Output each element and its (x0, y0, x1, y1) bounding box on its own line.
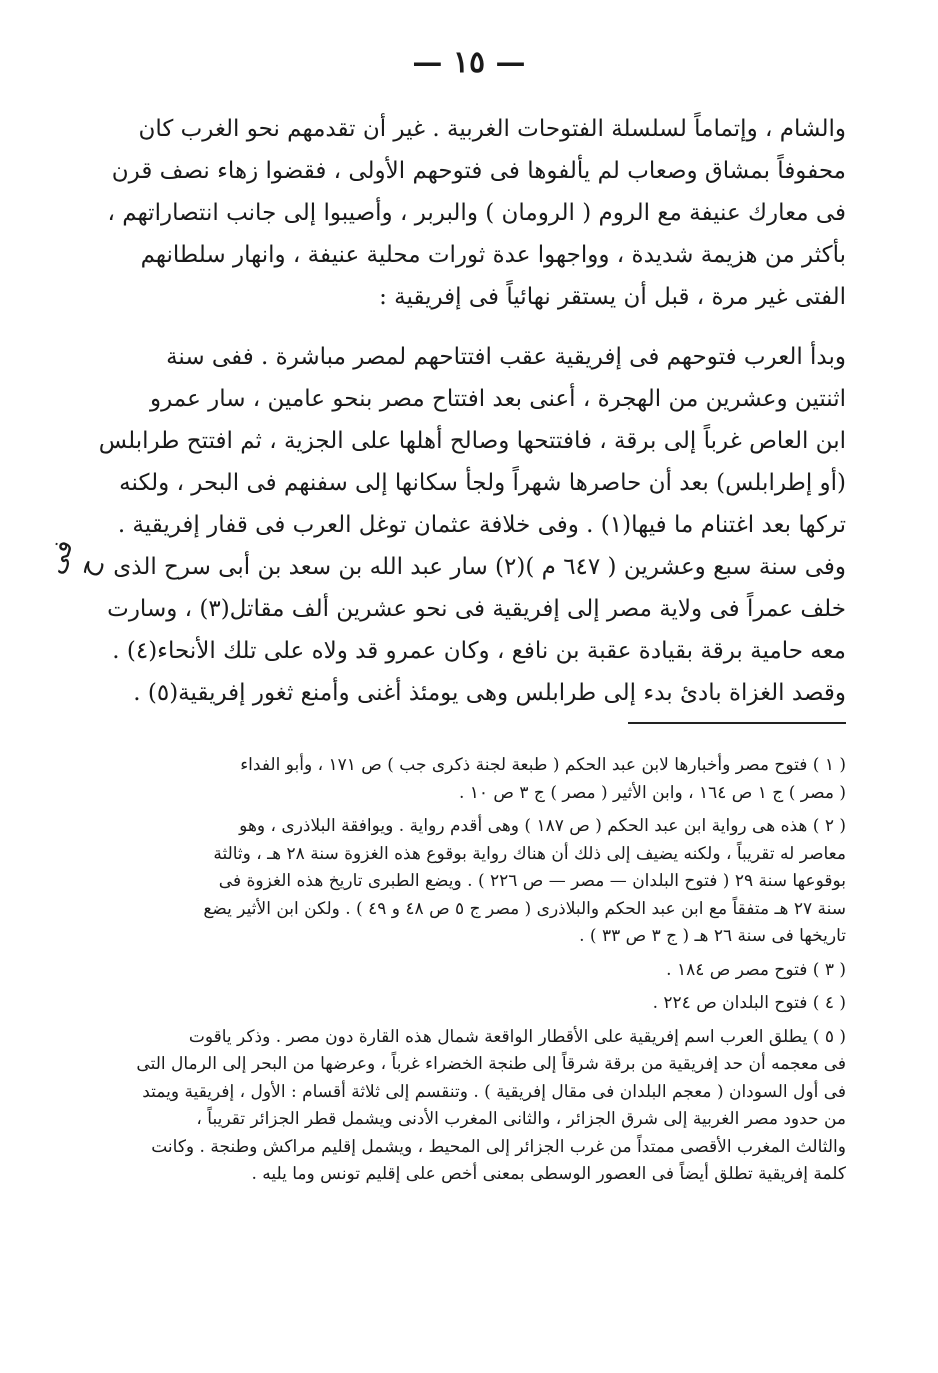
text-line: خلف عمراً فى ولاية مصر إلى إفريقية فى نحو عشرين ألف مقاتل(٣) ، وسارت (107, 596, 846, 622)
text-line: معه حامية برقة بقيادة عقبة بن نافع ، وكان عمرو قد ولاه على تلك الأنحاء(٤) . (112, 638, 846, 664)
handwritten-margin-note: فى ح (39, 535, 106, 581)
text-line: وبدأ العرب فتوحهم فى إفريقية عقب افتتاحهم لمصر مباشرة . ففى سنة (166, 344, 846, 370)
footnote-line: ( ٣ ) فتوح مصر ص ١٨٤ . (666, 959, 846, 980)
text-line: (أو إطرابلس) بعد أن حاصرها شهراً ولجأ سكانها إلى سفنهم فى البحر ، ولكنه (119, 470, 846, 496)
body-text (98, 108, 846, 714)
text-line: ابن العاص غرباً إلى برقة ، فافتتحها وصالح أهلها على الجزية ، ثم افتتح طرابلس (98, 428, 846, 454)
text-line: الفتى غير مرة ، قبل أن يستقر نهائياً فى إفريقية : (379, 284, 846, 310)
text-line: تركها بعد اغتنام ما فيها(١) . وفى خلافة عثمان توغل العرب فى قفار إفريقية . (117, 512, 846, 538)
footnote-line: فى أول السودان ( معجم البلدان فى مقال إفريقية ) . وتنقسم إلى ثلاثة أقسام : الأول ، إفريقية ويمتد (142, 1081, 846, 1102)
text-line: اثنتين وعشرين من الهجرة ، أعنى بعد افتتاح مصر بنحو عامين ، سار عمرو (149, 386, 846, 412)
text-line: وقصد الغزاة بادئ بدء إلى طرابلس وهى يومئذ أغنى وأمنع ثغور إفريقية(٥) . (133, 680, 846, 706)
footnote-line: والثالث المغرب الأقصى ممتداً من غرب الجزائر إلى المحيط ، ويشمل إقليم مراكش وطنجة . وكانت (151, 1136, 846, 1157)
footnote-line: ( ٥ ) يطلق العرب اسم إفريقية على الأقطار الواقعة شمال هذه القارة دون مصر . وذكر ياقوت (188, 1026, 846, 1047)
footnote-line: ( ١ ) فتوح مصر وأخبارها لابن عبد الحكم ( طبعة لجنة ذكرى جب ) ص ١٧١ ، وأبو الفداء (240, 755, 846, 775)
footnote-line: فى معجمه أن حد إفريقية من برقة شرقاً إلى طنجة الخضراء غرباً ، وعرضها من البحر إلى الرمال التى (136, 1054, 846, 1074)
footnote-line: كلمة إفريقية تطلق أيضاً فى العصور الوسطى بمعنى أخص على إقليم تونس وما يليه . (251, 1164, 846, 1184)
text-line: فى معارك عنيفة مع الروم ( الرومان ) والبربر ، وأصيبوا إلى جانب انتصاراتهم ، (107, 200, 846, 226)
footnote-divider (628, 722, 846, 724)
text-line: محفوفاً بمشاق وصعاب لم يألفوها فى فتوحهم الأولى ، فقضوا زهاء نصف قرن (111, 158, 846, 184)
footnote-line: بوقوعها سنة ٢٩ ( فتوح البلدان — مصر — ص ٢٢٦ ) . ويضع الطبرى تاريخ هذه الغزوة فى (218, 871, 846, 891)
text-line: بأكثر من هزيمة شديدة ، وواجهوا عدة ثورات محلية عنيفة ، وانهار سلطانهم (140, 242, 846, 268)
text-line: وفى سنة سبع وعشرين ( ٦٤٧ م )(٢) سار عبد الله بن سعد بن أبى سرح الذى (113, 554, 846, 580)
footnote-line: من حدود مصر الغربية إلى شرق الجزائر ، والثانى المغرب الأدنى ويشمل قطر الجزائر تقريباً ، (196, 1109, 846, 1129)
footnote-line: ( ٤ ) فتوح البلدان ص ٢٢٤ . (652, 993, 846, 1013)
footnote-line: ( مصر ) ج ١ ص ١٦٤ ، وابن الأثير ( مصر ) ج ٣ ص ١٠ . (458, 782, 846, 803)
footnote-line: معاصر له تقريباً ، ولكنه يضيف إلى ذلك أن هناك رواية بوقوع هذه الغزوة سنة ٢٨ هـ ، وثالثة (213, 843, 846, 864)
footnote-line: تاريخها فى سنة ٢٦ هـ ( ج ٣ ص ٣٣ ) . (579, 926, 846, 946)
footnote-line: سنة ٢٧ هـ متفقاً مع ابن عبد الحكم والبلاذرى ( مصر ج ٥ ص ٤٨ و ٤٩ ) . ولكن ابن الأثير يضع (203, 898, 846, 919)
footnote-line: ( ٢ ) هذه هى رواية ابن عبد الحكم ( ص ١٨٧ ) وهى أقدم رواية . ويوافقة البلاذرى ، وهو (239, 816, 846, 836)
page-number: — ١٥ — (412, 45, 526, 80)
text-line: والشام ، وإتماماً لسلسلة الفتوحات الغربية . غير أن تقدمهم نحو الغرب كان (138, 116, 846, 142)
paragraph-gap (158, 318, 846, 336)
footnotes (136, 752, 846, 1189)
